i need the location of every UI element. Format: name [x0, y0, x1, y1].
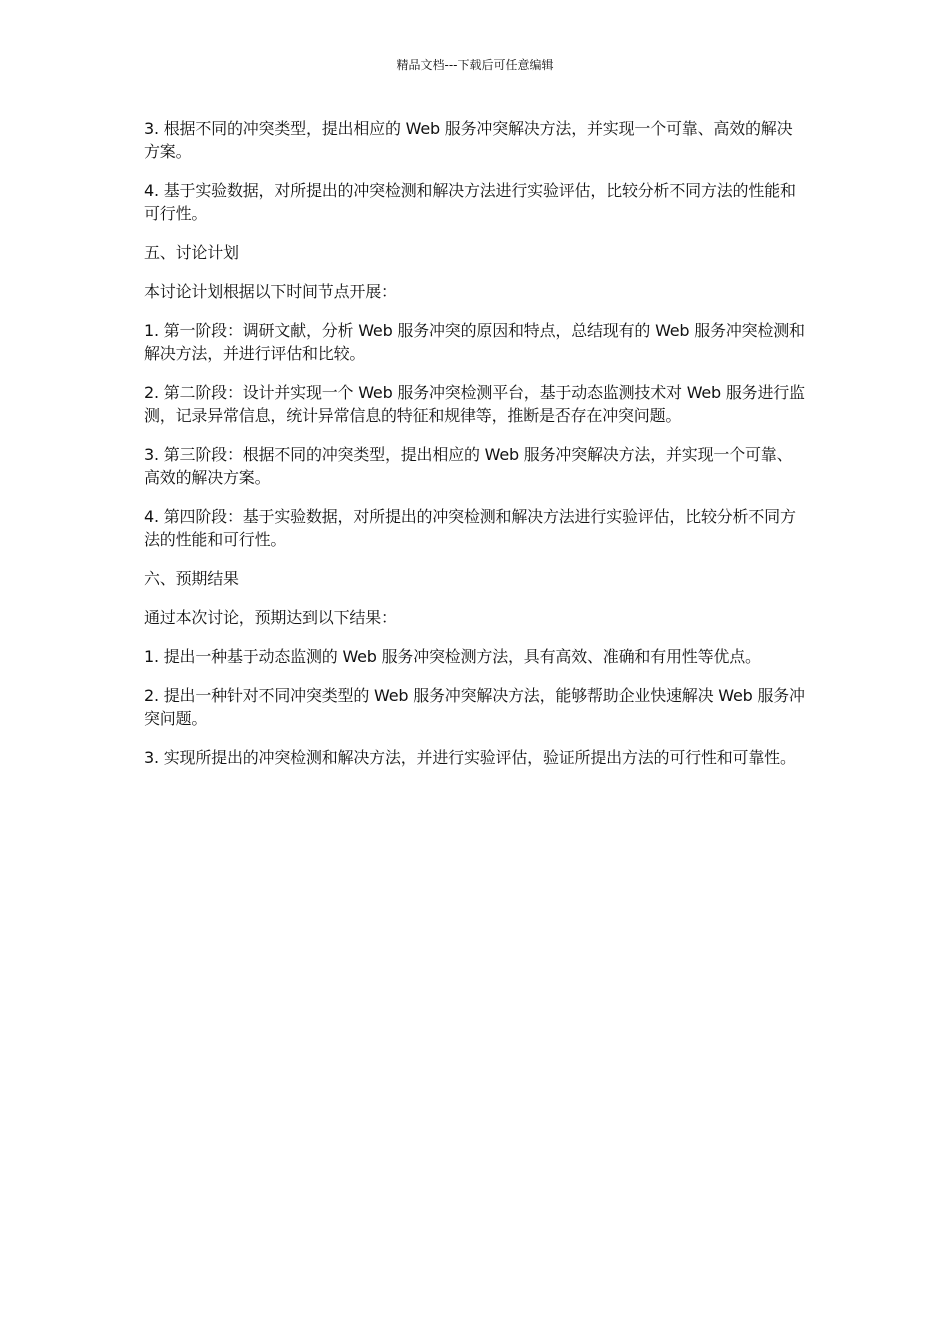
paragraph-goal-4: 4. 基于实验数据，对所提出的冲突检测和解决方法进行实验评估，比较分析不同方法的性能和可行性。: [144, 181, 796, 223]
paragraph-result-2: 2. 提出一种针对不同冲突类型的 Web 服务冲突解决方法，能够帮助企业快速解决 Web 服务冲突问题。: [144, 686, 805, 728]
document-body: [144, 117, 806, 785]
page-header: 精品文档---下载后可任意编辑: [396, 58, 554, 72]
paragraph-stage-1: 1. 第一阶段：调研文献，分析 Web 服务冲突的原因和特点，总结现有的 Web 服务冲突检测和解决方法，并进行评估和比较。: [144, 321, 805, 363]
paragraph-stage-4: 4. 第四阶段：基于实验数据，对所提出的冲突检测和解决方法进行实验评估，比较分析不同方法的性能和可行性。: [144, 507, 796, 549]
section-heading-results: 六、预期结果: [144, 569, 239, 588]
paragraph-results-intro: 通过本次讨论，预期达到以下结果：: [144, 608, 397, 627]
section-heading-plan: 五、讨论计划: [144, 243, 239, 262]
paragraph-result-3: 3. 实现所提出的冲突检测和解决方法，并进行实验评估，验证所提出方法的可行性和可靠性。: [144, 748, 796, 767]
paragraph-result-1: 1. 提出一种基于动态监测的 Web 服务冲突检测方法，具有高效、准确和有用性等优点。: [144, 647, 761, 666]
paragraph-stage-3: 3. 第三阶段：根据不同的冲突类型，提出相应的 Web 服务冲突解决方法，并实现一个可靠、高效的解决方案。: [144, 445, 793, 487]
paragraph-goal-3: 3. 根据不同的冲突类型，提出相应的 Web 服务冲突解决方法，并实现一个可靠、高效的解决方案。: [144, 119, 793, 161]
paragraph-stage-2: 2. 第二阶段：设计并实现一个 Web 服务冲突检测平台，基于动态监测技术对 Web 服务进行监测，记录异常信息，统计异常信息的特征和规律等，推断是否存在冲突问题。: [144, 383, 805, 425]
paragraph-plan-intro: 本讨论计划根据以下时间节点开展：: [144, 282, 397, 301]
